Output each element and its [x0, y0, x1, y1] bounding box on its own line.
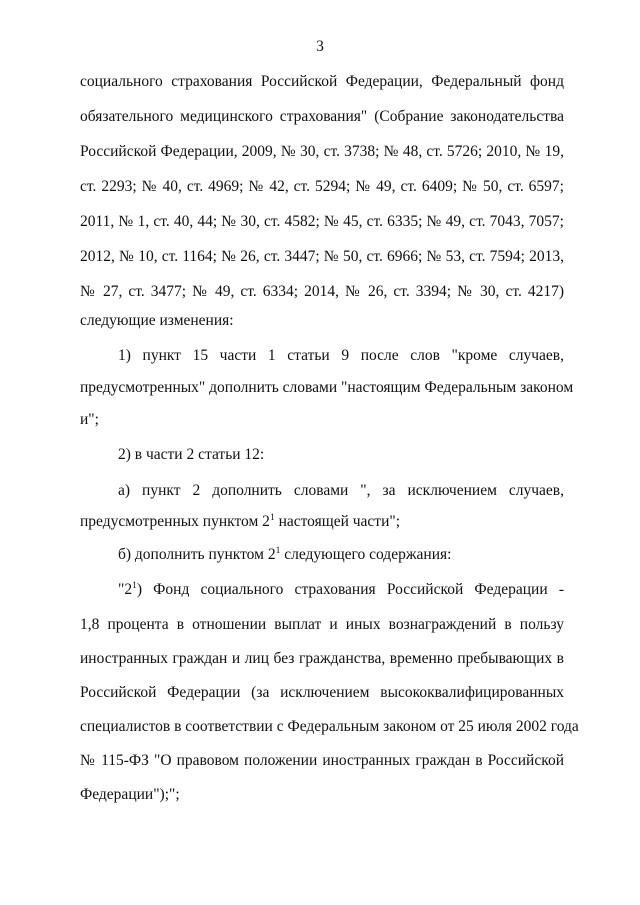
text-fragment: ) Фонд социального страхования Российской Федерации - [136, 581, 564, 598]
list-item-2: 2) в части 2 статьи 12: [118, 446, 265, 463]
list-item-1: 1) пункт 15 части 1 статьи 9 после слов "кроме случаев, [118, 347, 564, 364]
superscript: 1 [275, 546, 281, 556]
sub-item-a: а) пункт 2 дополнить словами ", за исключением случаев, [118, 482, 564, 499]
page-number: 3 [316, 38, 324, 55]
text-fragment: предусмотренных пунктом 2 [80, 513, 270, 530]
text-line [80, 512, 564, 532]
sub-item-b [118, 545, 564, 565]
text-line: иностранных граждан и лиц без гражданства, временно пребывающих в [80, 650, 564, 667]
superscript: 1 [269, 513, 275, 523]
text-line: обязательного медицинского страхования" (Собрание законодательства [80, 108, 564, 125]
text-line: 2012, № 10, ст. 1164; № 26, ст. 3447; № 50, ст. 6966; № 53, ст. 7594; 2013, [80, 248, 564, 265]
text-fragment: "2 [118, 581, 133, 598]
superscript: 1 [132, 581, 137, 591]
text-line: № 27, ст. 3477; № 49, ст. 6334; 2014, № 26, ст. 3394; № 30, ст. 4217) [80, 283, 564, 300]
text-fragment: б) дополнить пунктом 2 [118, 546, 276, 563]
text-line: 2011, № 1, ст. 40, 44; № 30, ст. 4582; № 45, ст. 6335; № 49, ст. 7043, 7057; [80, 213, 564, 230]
text-line: Федерации");"; [80, 786, 180, 803]
text-line: № 115-ФЗ "О правовом положении иностранных граждан в Российской [80, 752, 564, 769]
text-line: Российской Федерации (за исключением высококвалифицированных [80, 684, 564, 701]
text-line: социального страхования Российской Федерации, Федеральный фонд [80, 73, 564, 90]
text-line: ст. 2293; № 40, ст. 4969; № 42, ст. 5294; № 49, ст. 6409; № 50, ст. 6597; [80, 178, 564, 195]
text-line: 1,8 процента в отношении выплат и иных вознаграждений в пользу [80, 616, 564, 633]
text-line: и"; [80, 411, 99, 428]
text-line: следующие изменения: [80, 312, 234, 329]
text-fragment: настоящей части"; [274, 513, 401, 530]
text-fragment: следующего содержания: [280, 546, 452, 563]
text-line: специалистов в соответствии с Федеральным законом от 25 июля 2002 года [80, 718, 579, 735]
quoted-item [118, 580, 564, 600]
text-line: Российской Федерации, 2009, № 30, ст. 3738; № 48, ст. 5726; 2010, № 19, [80, 143, 564, 160]
text-line: предусмотренных" дополнить словами "настоящим Федеральным законом [80, 379, 574, 396]
